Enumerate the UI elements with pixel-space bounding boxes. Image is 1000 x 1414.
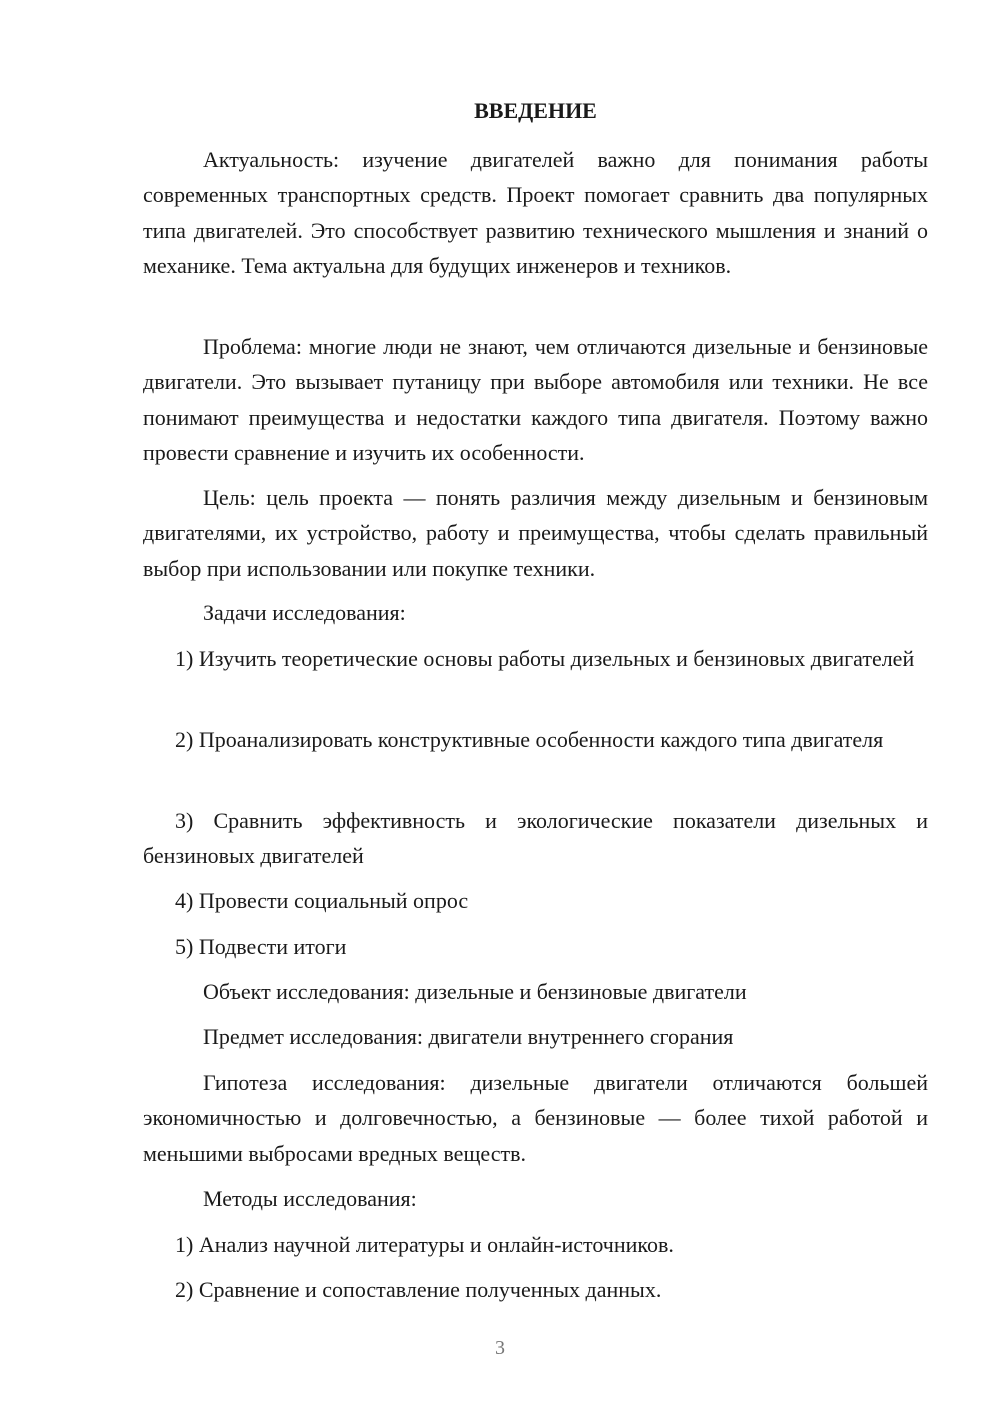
list-item-task-2: 2) Проанализировать конструктивные особенности каждого типа двигателя (175, 727, 884, 752)
list-item-task-1: 1) Изучить теоретические основы работы дизельных и бензиновых двигателей (175, 646, 915, 671)
paragraph-hypothesis: Гипотеза исследования: дизельные двигатели отличаются большей экономичностью и долговечностью, а бензиновые — более тихой работой и меньшими выбросами вредных веществ. (143, 1070, 928, 1166)
list-item-method-1: 1) Анализ научной литературы и онлайн-источников. (175, 1232, 674, 1257)
paragraph-goal: Цель: цель проекта — понять различия между дизельным и бензиновым двигателями, их устройство, работу и преимущества, чтобы сделать правильный выбор при использовании или покупке техники. (143, 485, 928, 581)
list-item-task-4: 4) Провести социальный опрос (175, 888, 469, 913)
list-item-task-5: 5) Подвести итоги (175, 934, 347, 959)
page-number: 3 (495, 1337, 505, 1359)
paragraph-object: Объект исследования: дизельные и бензиновые двигатели (203, 979, 747, 1004)
paragraph-tasks-heading: Задачи исследования: (203, 600, 406, 625)
section-heading: ВВЕДЕНИЕ (474, 98, 597, 123)
paragraph-relevance: Актуальность: изучение двигателей важно для понимания работы современных транспортных средств. Проект помогает сравнить два популярных типа двигателей. Это способствует развитию технического мышления и знаний о механике. Тема актуальна для будущих инженеров и техников. (143, 147, 928, 278)
paragraph-methods-heading: Методы исследования: (203, 1186, 417, 1211)
list-item-method-2: 2) Сравнение и сопоставление полученных данных. (175, 1277, 662, 1302)
paragraph-problem: Проблема: многие люди не знают, чем отличаются дизельные и бензиновые двигатели. Это вызывает путаницу при выборе автомобиля или техники. Не все понимают преимущества и недостатки каждого типа двигателя. Поэтому важно провести сравнение и изучить их особенности. (143, 334, 928, 465)
list-item-task-3: 3) Сравнить эффективность и экологические показатели дизельных и бензиновых двигателей (143, 808, 928, 869)
paragraph-subject: Предмет исследования: двигатели внутреннего сгорания (203, 1024, 734, 1049)
